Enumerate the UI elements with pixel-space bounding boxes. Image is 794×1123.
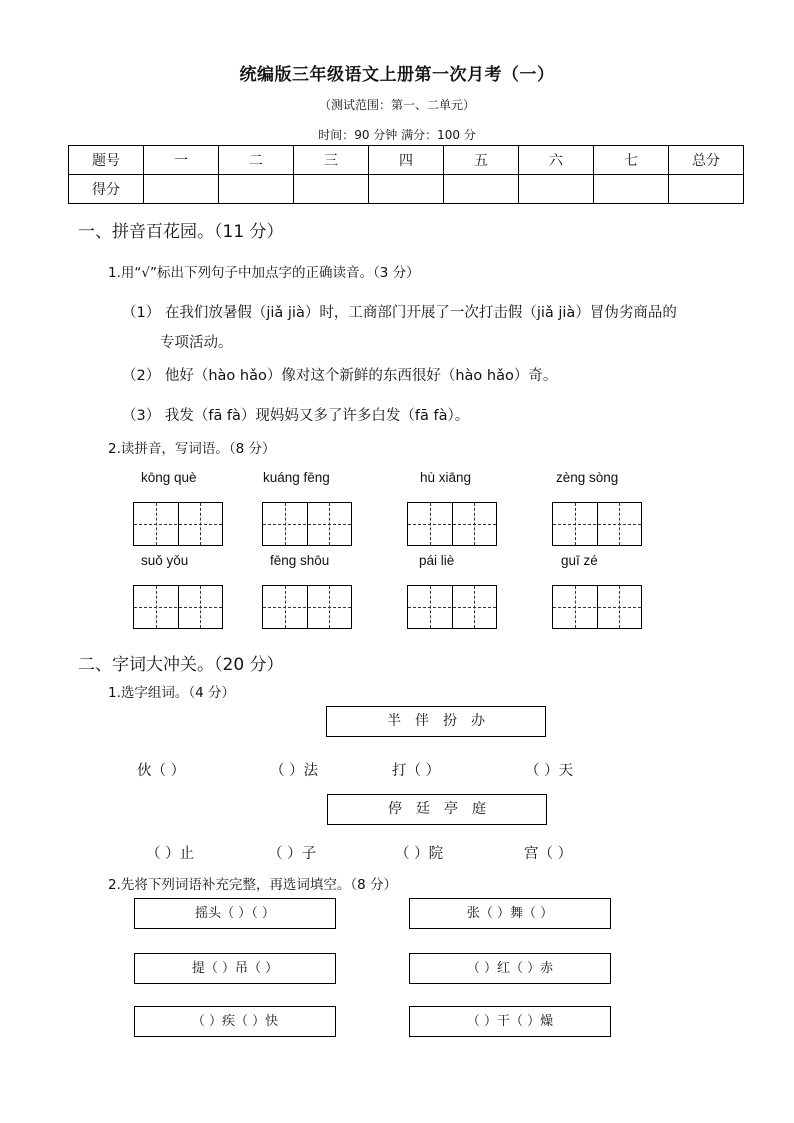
writing-grid[interactable]: [407, 585, 497, 629]
idiom-completion-box[interactable]: 提（ ）吊（ ）: [134, 953, 336, 984]
test-scope: （测试范围：第一、二单元）: [318, 98, 475, 112]
score-cell: 五: [444, 146, 519, 175]
pinyin-label: kōng què: [141, 470, 197, 485]
writing-grid[interactable]: [552, 585, 642, 629]
score-input-cell[interactable]: [669, 175, 744, 204]
pinyin-label: guī zé: [561, 553, 598, 568]
pinyin-label: suǒ yǒu: [141, 553, 189, 568]
question-2-1-prompt: 1.选字组词。（4 分）: [108, 685, 236, 701]
fill-blank-item[interactable]: （ ）子: [268, 846, 317, 862]
score-cell: 二: [219, 146, 294, 175]
score-input-cell[interactable]: [594, 175, 669, 204]
score-table-header-row: [69, 146, 744, 175]
fill-blank-item[interactable]: 宫（ ）: [524, 846, 573, 862]
question-1-2-prompt: 2.读拼音，写词语。（8 分）: [108, 441, 276, 457]
score-input-cell[interactable]: [219, 175, 294, 204]
character-options-box: 停廷亭庭: [327, 794, 547, 825]
score-input-cell[interactable]: [369, 175, 444, 204]
fill-blank-item[interactable]: （ ）止: [146, 846, 195, 862]
pinyin-label: zèng sòng: [556, 470, 619, 485]
fill-blank-item[interactable]: （ ）院: [395, 846, 444, 862]
fill-blank-item[interactable]: （ ）天: [525, 763, 574, 779]
score-table: [68, 145, 744, 204]
score-cell: 得分: [69, 175, 144, 204]
section-1-title: 一、拼音百花园。（11 分）: [78, 222, 284, 242]
score-cell: 六: [519, 146, 594, 175]
question-1-1-line-3: （3） 我发（fā fà）现妈妈又多了许多白发（fā fà）。: [122, 408, 470, 424]
idiom-completion-box[interactable]: （ ）红（ ）赤: [409, 953, 611, 984]
question-1-1-line-1b: 专项活动。: [160, 335, 233, 351]
score-input-cell[interactable]: [519, 175, 594, 204]
score-cell: 一: [144, 146, 219, 175]
score-cell: 三: [294, 146, 369, 175]
idiom-completion-box[interactable]: （ ）疾（ ）快: [134, 1006, 336, 1037]
question-1-1-line-1: （1） 在我们放暑假（jiǎ jià）时，工商部门开展了一次打击假（jiǎ jià）冒伪劣商品的: [122, 305, 677, 321]
idiom-completion-box[interactable]: 张（ ）舞（ ）: [409, 898, 611, 929]
fill-blank-item[interactable]: 伙（ ）: [137, 763, 186, 779]
page-title: 统编版三年级语文上册第一次月考（一）: [239, 65, 555, 85]
score-input-cell[interactable]: [144, 175, 219, 204]
writing-grid[interactable]: [133, 502, 223, 546]
character-options-box: 半伴扮办: [326, 706, 546, 737]
question-1-1-prompt: 1.用“√”标出下列句子中加点字的正确读音。（3 分）: [108, 265, 420, 281]
idiom-completion-box[interactable]: 摇头（ ）（ ）: [134, 898, 336, 929]
section-2-title: 二、字词大冲关。（20 分）: [78, 655, 284, 675]
writing-grid[interactable]: [262, 585, 352, 629]
score-cell: 题号: [69, 146, 144, 175]
score-input-cell[interactable]: [294, 175, 369, 204]
score-cell: 总分: [669, 146, 744, 175]
pinyin-label: pái liè: [419, 553, 455, 568]
writing-grid[interactable]: [407, 502, 497, 546]
writing-grid[interactable]: [133, 585, 223, 629]
pinyin-label: fēng shōu: [270, 553, 330, 568]
score-input-cell[interactable]: [444, 175, 519, 204]
idiom-completion-box[interactable]: （ ）干（ ）燥: [409, 1006, 611, 1037]
score-table-score-row: [69, 175, 744, 204]
fill-blank-item[interactable]: 打（ ）: [392, 763, 441, 779]
writing-grid[interactable]: [552, 502, 642, 546]
fill-blank-item[interactable]: （ ）法: [270, 763, 319, 779]
score-cell: 七: [594, 146, 669, 175]
time-info: 时间：90 分钟 满分：100 分: [318, 128, 476, 142]
question-2-2-prompt: 2.先将下列词语补充完整，再选词填空。（8 分）: [108, 877, 398, 893]
question-1-1-line-2: （2） 他好（hào hǎo）像对这个新鲜的东西很好（hào hǎo）奇。: [122, 368, 558, 384]
score-cell: 四: [369, 146, 444, 175]
pinyin-label: kuáng fēng: [263, 470, 330, 485]
writing-grid[interactable]: [262, 502, 352, 546]
pinyin-label: hù xiāng: [420, 470, 472, 485]
